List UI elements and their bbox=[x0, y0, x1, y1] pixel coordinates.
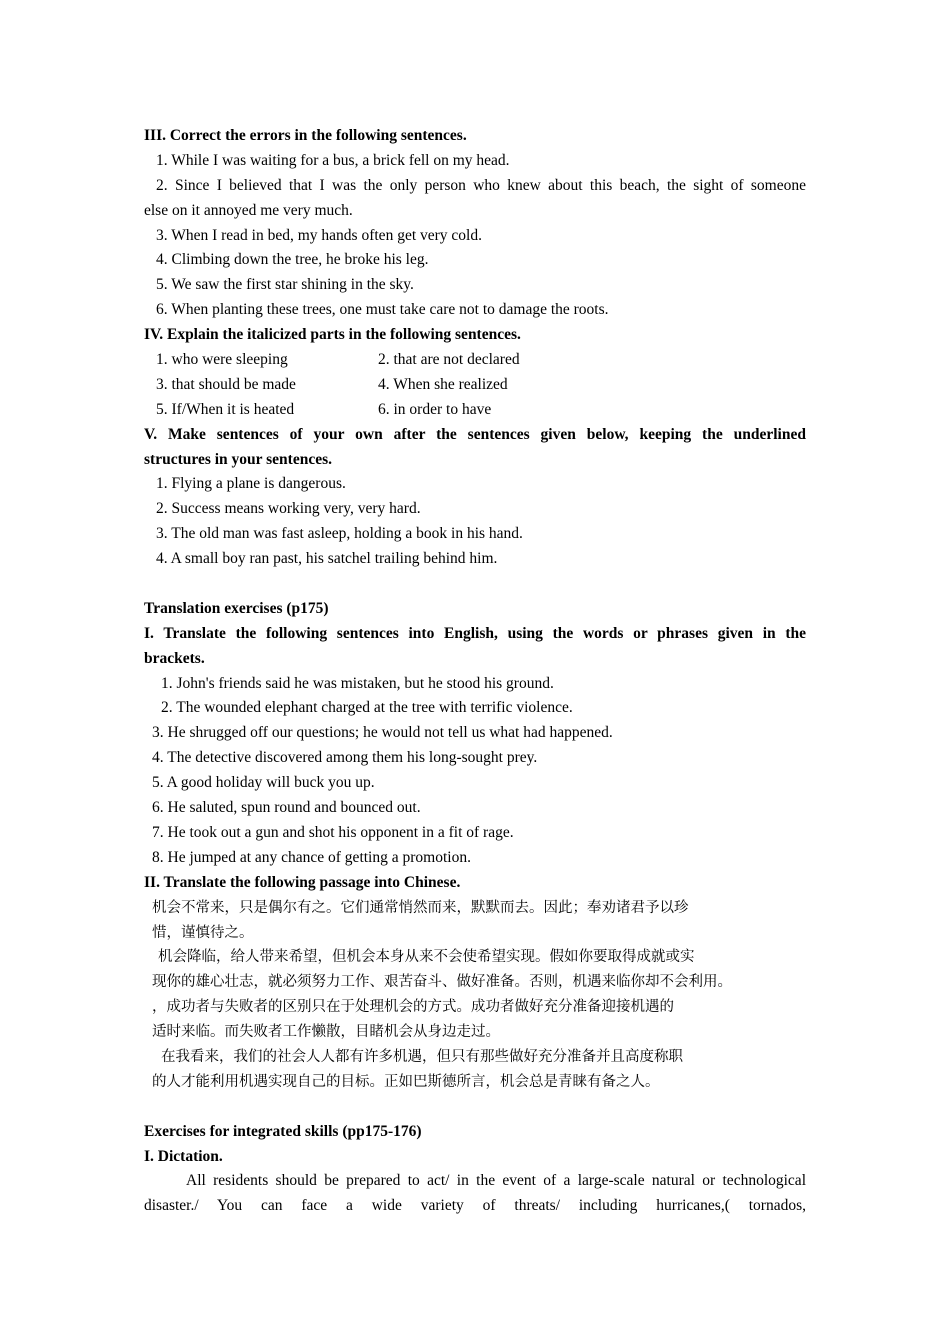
exercise-5-heading-line-2: structures in your sentences. bbox=[144, 450, 332, 468]
chinese-passage-line-2: 惜，谨慎待之。 bbox=[152, 924, 254, 941]
translation-sentence-1: 1. John's friends said he was mistaken, but he stood his ground. bbox=[161, 674, 554, 692]
exercise-4-item-3: 3. that should be made bbox=[156, 375, 296, 393]
chinese-passage-line-3: 机会降临，给人带来希望，但机会本身从来不会使希望实现。假如你要取得成就或实 bbox=[158, 949, 695, 966]
exercise-3-sentence-2-line-2: else on it annoyed me very much. bbox=[144, 201, 353, 219]
translation-section-title: Translation exercises (p175) bbox=[144, 599, 329, 617]
exercise-3-sentence-6: 6. When planting these trees, one must take care not to damage the roots. bbox=[156, 301, 609, 319]
dictation-heading: I. Dictation. bbox=[144, 1147, 223, 1165]
exercise-4-item-1: 1. who were sleeping bbox=[156, 351, 288, 369]
translation-sentence-5: 5. A good holiday will buck you up. bbox=[152, 774, 375, 792]
exercise-3-sentence-1: 1. While I was waiting for a bus, a brick fell on my head. bbox=[156, 151, 510, 169]
translation-ex1-heading-line-1: I. Translate the following sentences into English, using the words or phrases given in the bbox=[144, 624, 806, 642]
chinese-passage-line-7: 在我看来，我们的社会人人都有许多机遇，但只有那些做好充分准备并且高度称职 bbox=[161, 1048, 683, 1065]
exercise-3-sentence-4: 4. Climbing down the tree, he broke his leg. bbox=[156, 251, 429, 269]
exercise-4-item-5: 5. If/When it is heated bbox=[156, 400, 295, 418]
translation-sentence-3: 3. He shrugged off our questions; he would not tell us what had happened. bbox=[152, 724, 613, 742]
chinese-passage-line-1: 机会不常来，只是偶尔有之。它们通常悄然而来，默默而去。因此；奉劝诸君予以珍 bbox=[152, 899, 689, 916]
translation-sentence-8: 8. He jumped at any chance of getting a promotion. bbox=[152, 848, 471, 866]
spacer bbox=[144, 572, 806, 597]
translation-sentence-4: 4. The detective discovered among them his long-sought prey. bbox=[152, 749, 538, 767]
exercise-4-row-3 bbox=[144, 398, 806, 423]
exercise-3-sentence-5: 5. We saw the first star shining in the sky. bbox=[156, 276, 414, 294]
chinese-passage-line-6: 适时来临。而失败者工作懒散，目睹机会从身边走过。 bbox=[152, 1024, 500, 1041]
exercise-3-heading: III. Correct the errors in the following sentences. bbox=[144, 127, 467, 144]
exercise-3-sentence-2-line-1: 2. Since I believed that I was the only person who knew about this beach, the sight of someone bbox=[156, 176, 806, 194]
translation-ex2-heading: II. Translate the following passage into Chinese. bbox=[144, 873, 461, 891]
chinese-passage-line-4: 现你的雄心壮志，就必须努力工作、艰苦奋斗、做好准备。否则，机遇来临你却不会利用。 bbox=[152, 974, 732, 991]
exercise-5-heading-line-1: V. Make sentences of your own after the sentences given below, keeping the underlined bbox=[144, 425, 806, 443]
chinese-passage-line-5: ，成功者与失败者的区别只在于处理机会的方式。成功者做好充分准备迎接机遇的 bbox=[152, 999, 674, 1016]
exercise-4-item-4: 4. When she realized bbox=[378, 375, 508, 393]
translation-ex1-heading-line-2: brackets. bbox=[144, 649, 205, 667]
translation-sentence-7: 7. He took out a gun and shot his opponent in a fit of rage. bbox=[152, 823, 514, 841]
document-body bbox=[144, 124, 806, 1219]
exercise-5-sentence-3: 3. The old man was fast asleep, holding a book in his hand. bbox=[156, 525, 523, 543]
translation-sentence-6: 6. He saluted, spun round and bounced out. bbox=[152, 799, 421, 817]
dictation-line-2: disaster./ You can face a wide variety of threats/ including hurricanes,( tornados, bbox=[144, 1197, 806, 1215]
exercise-4-heading: IV. Explain the italicized parts in the following sentences. bbox=[144, 326, 521, 344]
exercise-4-item-2: 2. that are not declared bbox=[378, 351, 520, 369]
spacer bbox=[144, 1095, 806, 1120]
exercise-3-sentence-3: 3. When I read in bed, my hands often get very cold. bbox=[156, 226, 482, 244]
translation-sentence-2: 2. The wounded elephant charged at the tree with terrific violence. bbox=[161, 699, 573, 717]
exercise-4-item-6: 6. in order to have bbox=[378, 400, 492, 418]
dictation-line-1: All residents should be prepared to act/ in the event of a large-scale natural or technological bbox=[186, 1172, 806, 1190]
integrated-skills-title: Exercises for integrated skills (pp175-176) bbox=[144, 1122, 422, 1140]
exercise-4-row-2 bbox=[144, 373, 806, 398]
exercise-4-row-1 bbox=[144, 348, 806, 373]
chinese-passage-line-8: 的人才能利用机遇实现自己的目标。正如巴斯德所言，机会总是青睐有备之人。 bbox=[152, 1073, 660, 1090]
exercise-5-sentence-1: 1. Flying a plane is dangerous. bbox=[156, 475, 346, 493]
exercise-5-sentence-2: 2. Success means working very, very hard. bbox=[156, 500, 421, 518]
exercise-5-sentence-4: 4. A small boy ran past, his satchel trailing behind him. bbox=[156, 550, 498, 568]
